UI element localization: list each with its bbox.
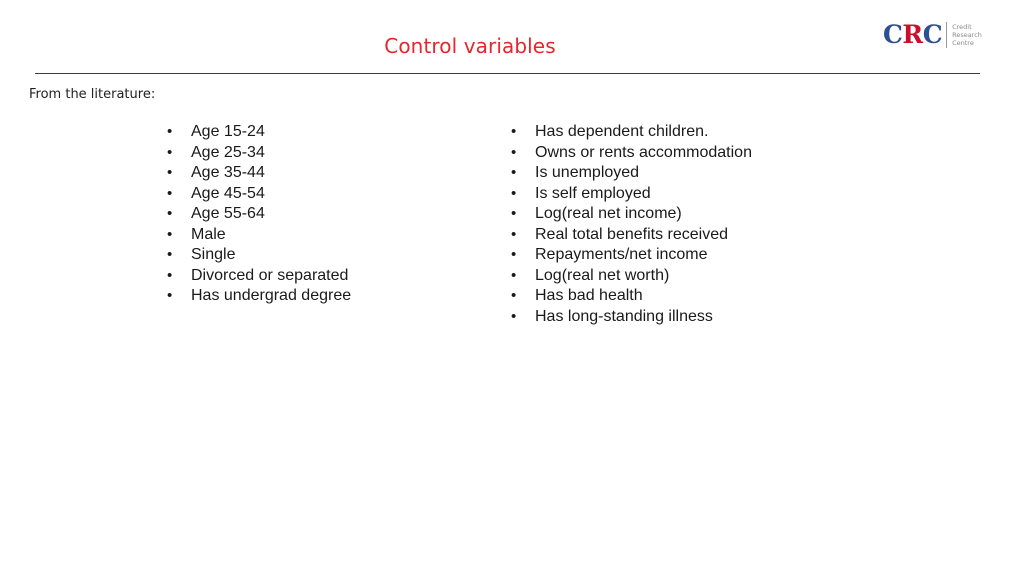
subtitle: From the literature: bbox=[29, 87, 156, 102]
list-item: • Age 55-64 bbox=[167, 204, 351, 225]
left-bullet-list bbox=[167, 122, 351, 307]
logo-letter-c-second: C bbox=[922, 20, 943, 49]
list-item: • Divorced or separated bbox=[167, 266, 351, 287]
list-item: • Has bad health bbox=[511, 286, 752, 307]
list-item: • Log(real net worth) bbox=[511, 266, 752, 287]
logo-text bbox=[952, 23, 982, 47]
logo-letter-r: R bbox=[902, 20, 923, 49]
list-item: • Age 15-24 bbox=[167, 122, 351, 143]
logo-mark bbox=[883, 21, 942, 49]
slide-title: Control variables bbox=[384, 34, 556, 58]
list-item: • Age 25-34 bbox=[167, 143, 351, 164]
list-item: • Single bbox=[167, 245, 351, 266]
list-item: • Owns or rents accommodation bbox=[511, 143, 752, 164]
list-item: • Has dependent children. bbox=[511, 122, 752, 143]
right-bullet-list bbox=[511, 122, 752, 327]
list-item: • Is unemployed bbox=[511, 163, 752, 184]
logo-letter-c: C bbox=[883, 20, 903, 49]
list-item: • Is self employed bbox=[511, 184, 752, 205]
logo-divider bbox=[946, 22, 947, 48]
list-item: • Age 35-44 bbox=[167, 163, 351, 184]
logo-text-line-2: Research bbox=[952, 31, 982, 39]
list-item: • Has long-standing illness bbox=[511, 307, 752, 328]
logo-text-line-3: Centre bbox=[952, 39, 974, 47]
logo-text-line-1: Credit bbox=[952, 23, 972, 31]
list-item: • Male bbox=[167, 225, 351, 246]
list-item: • Repayments/net income bbox=[511, 245, 752, 266]
title-divider bbox=[35, 73, 980, 74]
list-item: • Age 45-54 bbox=[167, 184, 351, 205]
list-item: • Log(real net income) bbox=[511, 204, 752, 225]
list-item: • Real total benefits received bbox=[511, 225, 752, 246]
crc-logo bbox=[883, 21, 982, 49]
list-item: • Has undergrad degree bbox=[167, 286, 351, 307]
